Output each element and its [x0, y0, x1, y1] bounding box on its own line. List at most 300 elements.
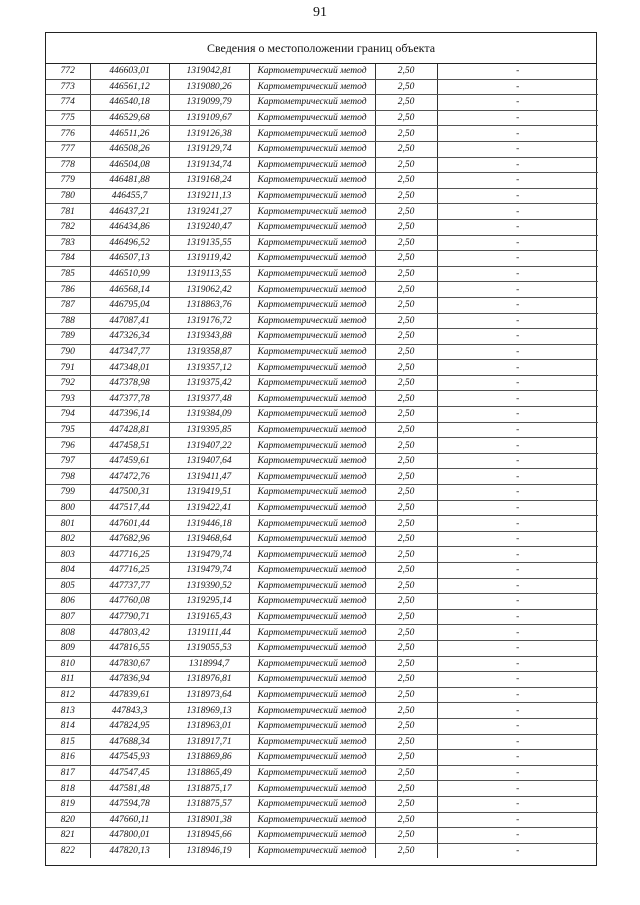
table-row [46, 765, 598, 781]
table-row [46, 79, 598, 95]
accuracy-cell: 2,50 [375, 500, 437, 516]
boundary-table-frame [45, 32, 597, 866]
description-cell: - [437, 297, 598, 313]
description-cell: - [437, 422, 598, 438]
accuracy-cell: 2,50 [375, 329, 437, 345]
description-cell: - [437, 718, 598, 734]
table-row [46, 843, 598, 858]
description-cell: - [437, 609, 598, 625]
table-row [46, 235, 598, 251]
x-coordinate-cell: 447347,77 [90, 344, 169, 360]
coordinates-table-body [46, 64, 598, 858]
description-cell: - [437, 828, 598, 844]
table-row [46, 297, 598, 313]
accuracy-cell: 2,50 [375, 547, 437, 563]
y-coordinate-cell: 1319134,74 [169, 157, 249, 173]
description-cell: - [437, 282, 598, 298]
method-cell: Картометрический метод [249, 407, 375, 423]
method-cell: Картометрический метод [249, 438, 375, 454]
description-cell: - [437, 157, 598, 173]
point-number-cell: 815 [46, 734, 90, 750]
accuracy-cell: 2,50 [375, 640, 437, 656]
method-cell: Картометрический метод [249, 594, 375, 610]
table-row [46, 173, 598, 189]
y-coordinate-cell: 1319111,44 [169, 625, 249, 641]
y-coordinate-cell: 1319295,14 [169, 594, 249, 610]
x-coordinate-cell: 447472,76 [90, 469, 169, 485]
y-coordinate-cell: 1319343,88 [169, 329, 249, 345]
description-cell: - [437, 313, 598, 329]
x-coordinate-cell: 446795,04 [90, 297, 169, 313]
description-cell: - [437, 750, 598, 766]
x-coordinate-cell: 446481,88 [90, 173, 169, 189]
point-number-cell: 809 [46, 640, 90, 656]
y-coordinate-cell: 1319109,67 [169, 110, 249, 126]
y-coordinate-cell: 1319135,55 [169, 235, 249, 251]
description-cell: - [437, 687, 598, 703]
accuracy-cell: 2,50 [375, 781, 437, 797]
method-cell: Картометрический метод [249, 219, 375, 235]
y-coordinate-cell: 1319099,79 [169, 95, 249, 111]
method-cell: Картометрический метод [249, 173, 375, 189]
x-coordinate-cell: 446561,12 [90, 79, 169, 95]
y-coordinate-cell: 1319119,42 [169, 251, 249, 267]
y-coordinate-cell: 1318875,17 [169, 781, 249, 797]
table-row [46, 219, 598, 235]
table-row [46, 750, 598, 766]
accuracy-cell: 2,50 [375, 656, 437, 672]
table-row [46, 251, 598, 267]
point-number-cell: 813 [46, 703, 90, 719]
method-cell: Картометрический метод [249, 126, 375, 142]
table-row [46, 578, 598, 594]
point-number-cell: 800 [46, 500, 90, 516]
description-cell: - [437, 235, 598, 251]
x-coordinate-cell: 447760,08 [90, 594, 169, 610]
table-row [46, 563, 598, 579]
table-row [46, 485, 598, 501]
table-row [46, 64, 598, 79]
y-coordinate-cell: 1318901,38 [169, 812, 249, 828]
y-coordinate-cell: 1319446,18 [169, 516, 249, 532]
x-coordinate-cell: 446529,68 [90, 110, 169, 126]
y-coordinate-cell: 1319168,24 [169, 173, 249, 189]
accuracy-cell: 2,50 [375, 812, 437, 828]
x-coordinate-cell: 446496,52 [90, 235, 169, 251]
table-row [46, 640, 598, 656]
coordinates-table [46, 64, 598, 858]
point-number-cell: 807 [46, 609, 90, 625]
y-coordinate-cell: 1319390,52 [169, 578, 249, 594]
method-cell: Картометрический метод [249, 640, 375, 656]
description-cell: - [437, 95, 598, 111]
accuracy-cell: 2,50 [375, 625, 437, 641]
accuracy-cell: 2,50 [375, 563, 437, 579]
point-number-cell: 796 [46, 438, 90, 454]
method-cell: Картометрический метод [249, 812, 375, 828]
description-cell: - [437, 765, 598, 781]
accuracy-cell: 2,50 [375, 828, 437, 844]
y-coordinate-cell: 1318976,81 [169, 672, 249, 688]
y-coordinate-cell: 1319358,87 [169, 344, 249, 360]
point-number-cell: 791 [46, 360, 90, 376]
description-cell: - [437, 453, 598, 469]
point-number-cell: 822 [46, 843, 90, 858]
x-coordinate-cell: 447830,67 [90, 656, 169, 672]
method-cell: Картометрический метод [249, 313, 375, 329]
accuracy-cell: 2,50 [375, 251, 437, 267]
method-cell: Картометрический метод [249, 204, 375, 220]
accuracy-cell: 2,50 [375, 485, 437, 501]
point-number-cell: 780 [46, 188, 90, 204]
point-number-cell: 801 [46, 516, 90, 532]
method-cell: Картометрический метод [249, 141, 375, 157]
accuracy-cell: 2,50 [375, 438, 437, 454]
table-row [46, 734, 598, 750]
x-coordinate-cell: 446504,08 [90, 157, 169, 173]
accuracy-cell: 2,50 [375, 110, 437, 126]
x-coordinate-cell: 447716,25 [90, 547, 169, 563]
y-coordinate-cell: 1319211,13 [169, 188, 249, 204]
point-number-cell: 805 [46, 578, 90, 594]
accuracy-cell: 2,50 [375, 235, 437, 251]
y-coordinate-cell: 1319126,38 [169, 126, 249, 142]
description-cell: - [437, 734, 598, 750]
method-cell: Картометрический метод [249, 297, 375, 313]
description-cell: - [516, 845, 520, 856]
table-row [46, 609, 598, 625]
y-coordinate-cell: 1318875,57 [169, 796, 249, 812]
table-row [46, 625, 598, 641]
y-coordinate-cell: 1319055,53 [169, 640, 249, 656]
accuracy-cell: 2,50 [375, 282, 437, 298]
table-row [46, 438, 598, 454]
point-number-cell: 806 [46, 594, 90, 610]
point-number-cell: 781 [46, 204, 90, 220]
point-number-cell: 788 [46, 313, 90, 329]
table-row [46, 282, 598, 298]
page-number: 91 [313, 5, 327, 20]
y-coordinate-cell: 1318969,13 [169, 703, 249, 719]
method-cell: Картометрический метод [249, 375, 375, 391]
point-number-cell: 779 [46, 173, 90, 189]
y-coordinate-cell: 1318869,86 [169, 750, 249, 766]
point-number-cell: 792 [46, 375, 90, 391]
method-cell: Картометрический метод [249, 563, 375, 579]
description-cell: - [437, 531, 598, 547]
method-cell: Картометрический метод [249, 469, 375, 485]
table-row [46, 796, 598, 812]
accuracy-cell: 2,50 [375, 391, 437, 407]
y-coordinate-cell: 1319468,64 [169, 531, 249, 547]
x-coordinate-cell: 447803,42 [90, 625, 169, 641]
description-cell: - [437, 594, 598, 610]
point-number-cell: 816 [46, 750, 90, 766]
accuracy-cell: 2,50 [375, 313, 437, 329]
description-cell: - [437, 204, 598, 220]
point-number-cell: 795 [46, 422, 90, 438]
method-cell: Картометрический метод [249, 188, 375, 204]
method-cell: Картометрический метод [249, 703, 375, 719]
accuracy-cell: 2,50 [375, 204, 437, 220]
method-cell: Картометрический метод [249, 344, 375, 360]
description-cell: - [437, 360, 598, 376]
method-cell: Картометрический метод [249, 282, 375, 298]
description-cell: - [437, 173, 598, 189]
x-coordinate-cell: 447660,11 [90, 812, 169, 828]
table-row [46, 329, 598, 345]
x-coordinate-cell: 447816,55 [90, 640, 169, 656]
method-cell: Картометрический метод [249, 750, 375, 766]
x-coordinate-cell: 446540,18 [90, 95, 169, 111]
table-row [46, 547, 598, 563]
y-coordinate-cell: 1319395,85 [169, 422, 249, 438]
table-row [46, 594, 598, 610]
y-coordinate-cell: 1319080,26 [169, 79, 249, 95]
table-row [46, 110, 598, 126]
x-coordinate-cell: 447547,45 [90, 765, 169, 781]
table-row [46, 672, 598, 688]
description-cell: - [437, 438, 598, 454]
accuracy-cell: 2,50 [375, 126, 437, 142]
x-coordinate-cell: 447790,71 [90, 609, 169, 625]
x-coordinate-cell: 446511,26 [90, 126, 169, 142]
method-cell: Картометрический метод [249, 485, 375, 501]
y-coordinate-cell: 1318946,19 [169, 843, 249, 858]
point-number-cell: 821 [46, 828, 90, 844]
method-cell: Картометрический метод [249, 95, 375, 111]
x-coordinate-cell: 447396,14 [90, 407, 169, 423]
table-row [46, 828, 598, 844]
y-coordinate-cell: 1319479,74 [169, 563, 249, 579]
description-cell: - [437, 578, 598, 594]
accuracy-cell: 2,50 [375, 157, 437, 173]
accuracy-cell: 2,50 [375, 703, 437, 719]
description-cell: - [437, 703, 598, 719]
y-coordinate-cell: 1319062,42 [169, 282, 249, 298]
accuracy-cell: 2,50 [375, 453, 437, 469]
accuracy-cell: 2,50 [375, 407, 437, 423]
accuracy-cell: 2,50 [375, 266, 437, 282]
table-row [46, 391, 598, 407]
description-cell: - [437, 188, 598, 204]
point-number-cell: 798 [46, 469, 90, 485]
description-cell: - [437, 329, 598, 345]
point-number-cell: 820 [46, 812, 90, 828]
table-row [46, 204, 598, 220]
description-cell: - [437, 672, 598, 688]
method-cell: Картометрический метод [249, 266, 375, 282]
method-cell: Картометрический метод [249, 329, 375, 345]
table-row [46, 344, 598, 360]
method-cell: Картометрический метод [249, 235, 375, 251]
description-cell: - [437, 796, 598, 812]
point-number-cell: 775 [46, 110, 90, 126]
x-coordinate-cell: 446510,99 [90, 266, 169, 282]
x-coordinate-cell: 446437,21 [90, 204, 169, 220]
y-coordinate-cell: 1318865,49 [169, 765, 249, 781]
accuracy-cell: 2,50 [375, 765, 437, 781]
y-coordinate-cell: 1319377,48 [169, 391, 249, 407]
description-cell: - [437, 391, 598, 407]
point-number-cell: 811 [46, 672, 90, 688]
method-cell: Картометрический метод [249, 609, 375, 625]
x-coordinate-cell: 447459,61 [90, 453, 169, 469]
point-number-cell: 819 [46, 796, 90, 812]
method-cell: Картометрический метод [249, 718, 375, 734]
method-cell: Картометрический метод [249, 656, 375, 672]
method-cell: Картометрический метод [249, 251, 375, 267]
y-coordinate-cell: 1319419,51 [169, 485, 249, 501]
point-number-cell: 783 [46, 235, 90, 251]
accuracy-cell: 2,50 [375, 718, 437, 734]
y-coordinate-cell: 1318963,01 [169, 718, 249, 734]
point-number-cell: 784 [46, 251, 90, 267]
method-cell: Картометрический метод [249, 157, 375, 173]
accuracy-cell: 2,50 [375, 796, 437, 812]
method-cell: Картометрический метод [249, 796, 375, 812]
table-row [46, 95, 598, 111]
description-cell: - [437, 251, 598, 267]
description-cell: - [437, 266, 598, 282]
method-cell: Картометрический метод [249, 79, 375, 95]
accuracy-cell: 2,50 [375, 297, 437, 313]
method-cell: Картометрический метод [249, 531, 375, 547]
table-row [46, 469, 598, 485]
y-coordinate-cell: 1319384,09 [169, 407, 249, 423]
x-coordinate-cell: 447688,34 [90, 734, 169, 750]
point-number-cell: 773 [46, 79, 90, 95]
x-coordinate-cell: 447378,98 [90, 375, 169, 391]
table-row [46, 188, 598, 204]
accuracy-cell: 2,50 [375, 95, 437, 111]
table-row [46, 703, 598, 719]
table-row [46, 812, 598, 828]
table-row [46, 718, 598, 734]
point-number-cell: 785 [46, 266, 90, 282]
description-cell: - [437, 640, 598, 656]
point-number-cell: 789 [46, 329, 90, 345]
x-coordinate-cell: 446603,01 [90, 64, 169, 79]
x-coordinate-cell: 447428,81 [90, 422, 169, 438]
x-coordinate-cell: 447594,78 [90, 796, 169, 812]
table-row [46, 656, 598, 672]
description-cell: - [437, 500, 598, 516]
y-coordinate-cell: 1319240,47 [169, 219, 249, 235]
x-coordinate-cell: 446508,26 [90, 141, 169, 157]
description-cell: - [437, 407, 598, 423]
point-number-cell: 782 [46, 219, 90, 235]
description-cell: - [437, 110, 598, 126]
method-cell: Картометрический метод [249, 578, 375, 594]
table-row [46, 500, 598, 516]
x-coordinate-cell: 447517,44 [90, 500, 169, 516]
table-title: Сведения о местоположении границ объекта [46, 33, 596, 64]
description-cell: - [437, 64, 598, 79]
table-row [46, 375, 598, 391]
accuracy-cell: 2,50 [375, 422, 437, 438]
method-cell: Картометрический метод [249, 625, 375, 641]
table-row [46, 781, 598, 797]
x-coordinate-cell: 447500,31 [90, 485, 169, 501]
x-coordinate-cell: 447737,77 [90, 578, 169, 594]
method-cell: Картометрический метод [249, 360, 375, 376]
x-coordinate-cell: 447800,01 [90, 828, 169, 844]
point-number-cell: 814 [46, 718, 90, 734]
y-coordinate-cell: 1319113,55 [169, 266, 249, 282]
method-cell: Картометрический метод [249, 500, 375, 516]
x-coordinate-cell: 447839,61 [90, 687, 169, 703]
description-cell: - [437, 516, 598, 532]
accuracy-cell: 2,50 [375, 173, 437, 189]
accuracy-cell: 2,50 [375, 687, 437, 703]
point-number-cell: 772 [46, 64, 90, 79]
y-coordinate-cell: 1319407,22 [169, 438, 249, 454]
point-number-cell: 804 [46, 563, 90, 579]
point-number-cell: 797 [46, 453, 90, 469]
accuracy-cell: 2,50 [375, 750, 437, 766]
description-cell: - [437, 781, 598, 797]
point-number-cell: 787 [46, 297, 90, 313]
description-cell: - [437, 563, 598, 579]
method-cell: Картометрический метод [249, 453, 375, 469]
method-cell: Картометрический метод [249, 547, 375, 563]
y-coordinate-cell: 1319479,74 [169, 547, 249, 563]
accuracy-cell: 2,50 [375, 79, 437, 95]
y-coordinate-cell: 1318863,76 [169, 297, 249, 313]
table-row [46, 360, 598, 376]
x-coordinate-cell: 447682,96 [90, 531, 169, 547]
method-cell: Картометрический метод [249, 64, 375, 79]
accuracy-cell: 2,50 [375, 375, 437, 391]
description-cell: - [437, 141, 598, 157]
point-number-cell: 817 [46, 765, 90, 781]
method-cell: Картометрический метод [249, 516, 375, 532]
method-cell: Картометрический метод [249, 422, 375, 438]
description-cell: - [437, 126, 598, 142]
x-coordinate-cell: 446455,7 [90, 188, 169, 204]
y-coordinate-cell: 1318994,7 [169, 656, 249, 672]
method-cell: Картометрический метод [249, 765, 375, 781]
table-row [46, 516, 598, 532]
x-coordinate-cell: 447581,48 [90, 781, 169, 797]
y-coordinate-cell: 1318917,71 [169, 734, 249, 750]
description-cell: - [437, 812, 598, 828]
x-coordinate-cell: 447458,51 [90, 438, 169, 454]
x-coordinate-cell: 446507,13 [90, 251, 169, 267]
x-coordinate-cell: 447836,94 [90, 672, 169, 688]
accuracy-cell: 2,50 [375, 734, 437, 750]
point-number-cell: 808 [46, 625, 90, 641]
description-cell: - [437, 485, 598, 501]
y-coordinate-cell: 1319176,72 [169, 313, 249, 329]
y-coordinate-cell: 1319241,27 [169, 204, 249, 220]
accuracy-cell: 2,50 [375, 188, 437, 204]
point-number-cell: 818 [46, 781, 90, 797]
y-coordinate-cell: 1319042,81 [169, 64, 249, 79]
x-coordinate-cell: 447601,44 [90, 516, 169, 532]
point-number-cell: 774 [46, 95, 90, 111]
x-coordinate-cell: 446434,86 [90, 219, 169, 235]
point-number-cell: 794 [46, 407, 90, 423]
accuracy-cell: 2,50 [375, 344, 437, 360]
accuracy-cell: 2,50 [375, 594, 437, 610]
accuracy-cell: 2,50 [375, 219, 437, 235]
table-row [46, 453, 598, 469]
accuracy-cell: 2,50 [375, 672, 437, 688]
table-row [46, 313, 598, 329]
method-cell: Картометрический метод [249, 843, 375, 858]
